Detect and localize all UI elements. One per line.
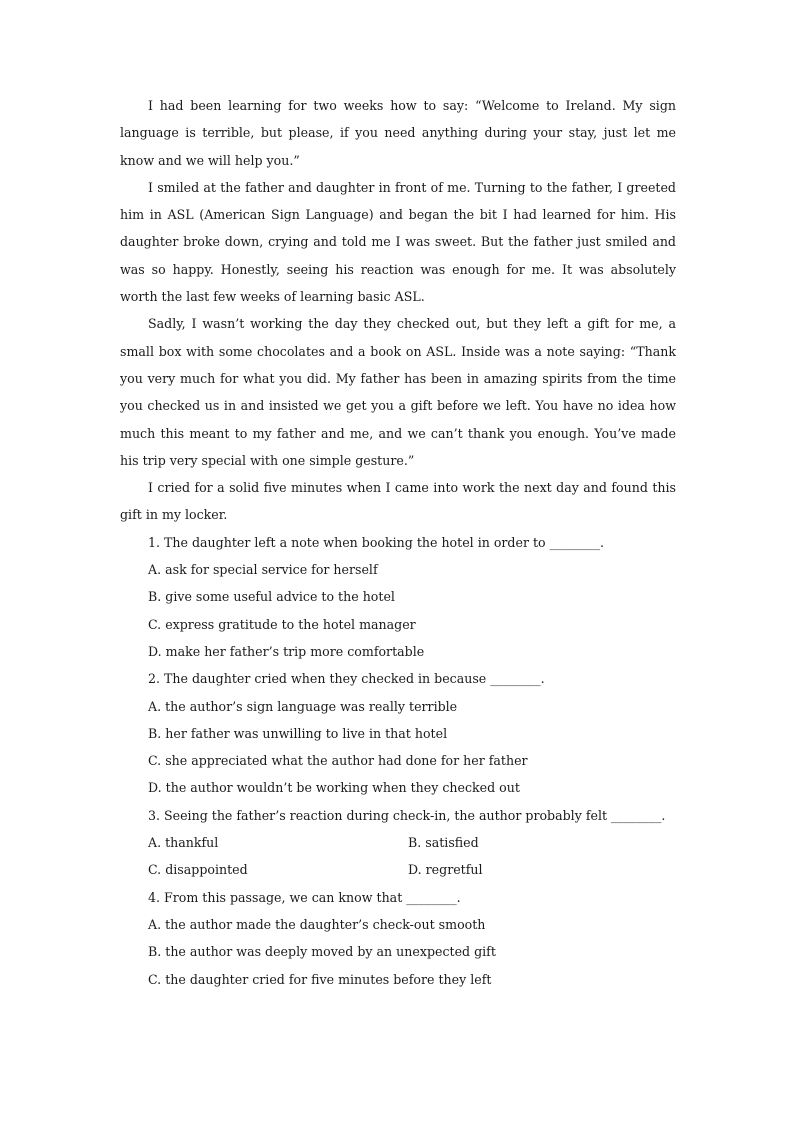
question-1-stem: 1. The daughter left a note when booking the hotel in order to ________. xyxy=(148,534,604,550)
question-2-option-c: C. she appreciated what the author had done for her father xyxy=(148,753,528,769)
passage-paragraph-2: I smiled at the father and daughter in front of me. Turning to the father, I greeted him in ASL (American Sign Language) and began the bit I had learned for him. His daughter broke down, crying and told me I was sweet. But the father just smiled and was so happy. Honestly, seeing his reaction was enough for me. It was absolutely worth the last few weeks of learning basic ASL. xyxy=(120,179,676,305)
question-3-option-c: C. disappointed xyxy=(148,862,248,878)
question-4-option-c: C. the daughter cried for five minutes before they left xyxy=(148,971,492,987)
question-1-option-d: D. make her father’s trip more comfortable xyxy=(148,643,425,659)
question-4-stem: 4. From this passage, we can know that ________. xyxy=(148,889,461,905)
question-2-stem: 2. The daughter cried when they checked in because ________. xyxy=(148,671,545,687)
question-3-options-row-2 xyxy=(120,856,676,883)
question-2-option-b: B. her father was unwilling to live in that hotel xyxy=(148,725,448,741)
question-3-option-a: A. thankful xyxy=(148,835,219,851)
question-1-option-b: B. give some useful advice to the hotel xyxy=(148,589,395,605)
question-3-option-b: B. satisfied xyxy=(408,835,479,851)
question-3-option-d: D. regretful xyxy=(408,862,483,878)
document-body xyxy=(120,92,676,993)
question-1-option-a: A. ask for special service for herself xyxy=(148,562,378,578)
question-3-options-row-1 xyxy=(120,829,676,856)
question-3-stem: 3. Seeing the father’s reaction during check-in, the author probably felt ________. xyxy=(148,807,666,823)
question-2-option-a: A. the author’s sign language was really terrible xyxy=(148,698,458,714)
question-2-option-d: D. the author wouldn’t be working when they checked out xyxy=(148,780,520,796)
question-4-option-b: B. the author was deeply moved by an unexpected gift xyxy=(148,944,496,960)
passage-paragraph-3: Sadly, I wasn’t working the day they checked out, but they left a gift for me, a small box with some chocolates and a book on ASL. Inside was a note saying: “Thank you very much for what you did. My father has been in amazing spirits from the time you checked us in and insisted we get you a gift before we left. You have no idea how much this meant to my father and me, and we can’t thank you enough. You’ve made his trip very special with one simple gesture.” xyxy=(120,316,676,468)
question-4-option-a: A. the author made the daughter’s check-out smooth xyxy=(148,916,486,932)
passage-paragraph-4: I cried for a solid five minutes when I came into work the next day and found this gift in my locker. xyxy=(120,480,676,523)
question-1-option-c: C. express gratitude to the hotel manager xyxy=(148,616,416,632)
passage-paragraph-1: I had been learning for two weeks how to say: “Welcome to Ireland. My sign language is terrible, but please, if you need anything during your stay, just let me know and we will help you.” xyxy=(120,98,676,168)
